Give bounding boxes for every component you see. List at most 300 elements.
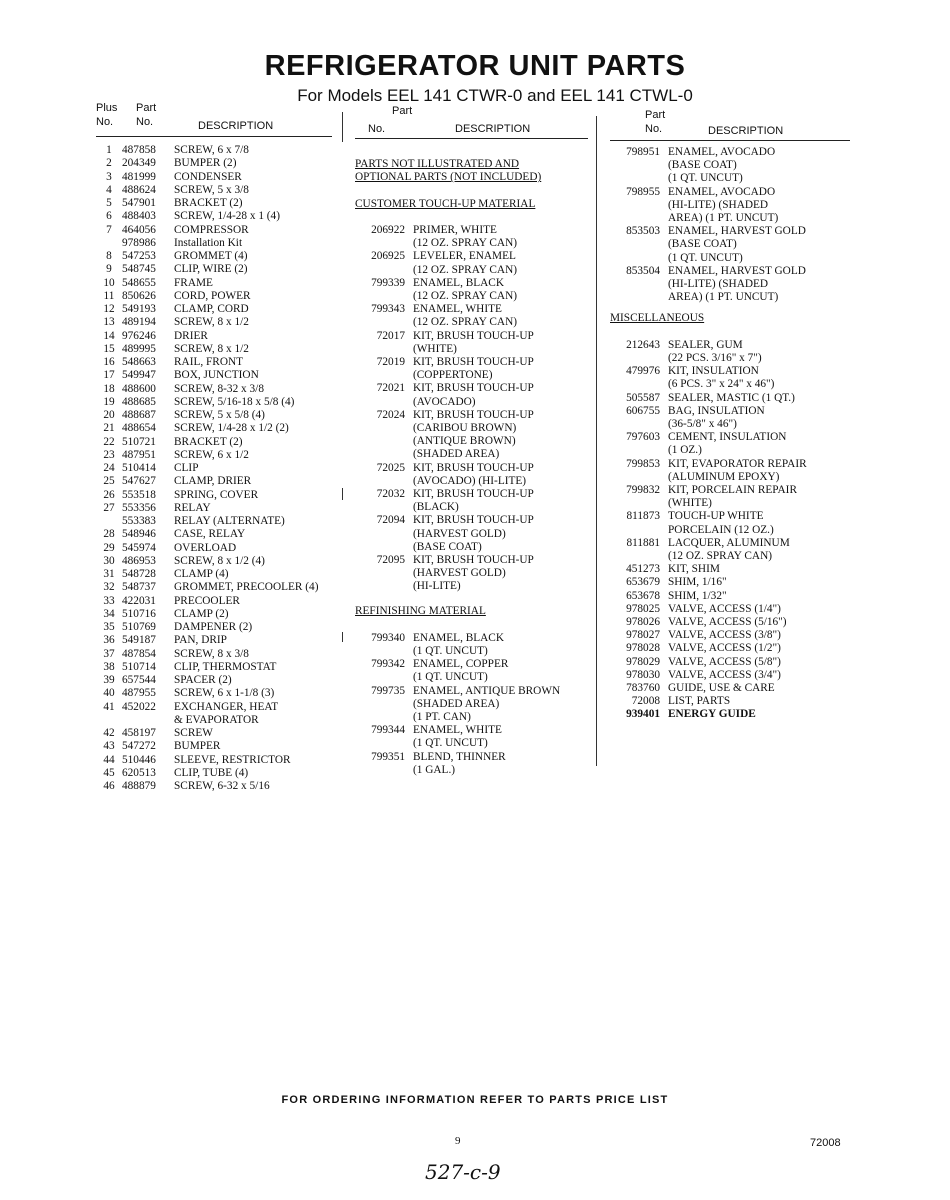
part-description: KIT, SHIM <box>668 563 720 576</box>
col3-header-rule <box>610 140 850 141</box>
part-description: CEMENT, INSULATION <box>668 431 787 444</box>
part-description: SCREW, 8 x 1/2 (4) <box>174 554 265 567</box>
part-number: 799344 <box>371 724 405 737</box>
col2-part-header-line2: No. <box>368 123 386 135</box>
part-description: (BASE COAT) <box>668 238 737 251</box>
key-number: 44 <box>103 753 115 766</box>
part-description: (1 GAL.) <box>413 763 456 776</box>
part-number: 653679 <box>626 576 660 589</box>
part-description: ENAMEL, AVOCADO <box>668 185 776 198</box>
part-number: 72095 <box>376 554 405 566</box>
part-description: KIT, BRUSH TOUCH-UP <box>413 408 534 421</box>
section-heading: REFINISHING MATERIAL <box>355 605 486 618</box>
part-number: 799832 <box>626 483 660 496</box>
part-description: SCREW, 1/4-28 x 1 (4) <box>174 210 280 223</box>
part-description: (1 QT. UNCUT) <box>413 737 488 750</box>
part-description: DRIER <box>174 329 208 342</box>
part-description: SCREW, 8 x 1/2 <box>174 342 249 355</box>
part-number: 548728 <box>122 568 156 580</box>
part-description: SCREW, 5 x 3/8 <box>174 183 249 196</box>
part-description: PRIMER, WHITE <box>413 224 497 236</box>
part-number: 458197 <box>122 727 156 739</box>
part-number: 212643 <box>626 338 660 351</box>
part-number: 606755 <box>626 404 660 417</box>
part-description: OVERLOAD <box>174 541 237 554</box>
part-number: 553383 <box>122 515 156 527</box>
parts-list-misc <box>610 146 850 736</box>
part-description: (HARVEST GOLD) <box>413 567 506 580</box>
part-description: (CARIBOU BROWN) <box>413 422 517 434</box>
key-number: 31 <box>103 568 115 580</box>
part-description: ENAMEL, HARVEST GOLD <box>668 225 806 238</box>
part-number: 72019 <box>376 356 405 368</box>
key-number: 29 <box>103 541 115 554</box>
part-number: 548745 <box>122 263 156 276</box>
part-description: GROMMET (4) <box>174 250 248 262</box>
part-description: CLAMP, DRIER <box>174 475 252 488</box>
part-description: KIT, BRUSH TOUCH-UP <box>413 329 534 342</box>
col1-desc-header: DESCRIPTION <box>198 120 274 132</box>
part-description: SHIM, 1/32" <box>668 589 727 602</box>
part-number: 620513 <box>122 766 156 779</box>
part-description: (ANTIQUE BROWN) <box>413 435 516 448</box>
key-number: 37 <box>103 647 115 660</box>
part-description: SCREW, 5/16-18 x 5/8 (4) <box>174 395 295 408</box>
part-description: SCREW, 1/4-28 x 1/2 (2) <box>174 422 289 435</box>
col3-desc-header: DESCRIPTION <box>708 125 784 137</box>
key-number: 5 <box>106 197 112 209</box>
part-description: GUIDE, USE & CARE <box>668 681 775 694</box>
part-description: (1 QT. UNCUT) <box>413 645 488 658</box>
part-number: 206925 <box>371 250 405 263</box>
part-description: KIT, PORCELAIN REPAIR <box>668 483 797 496</box>
key-number: 33 <box>103 594 115 607</box>
part-description: SEALER, MASTIC (1 QT.) <box>668 391 795 404</box>
part-description: TOUCH-UP WHITE <box>668 510 764 523</box>
part-description: (1 PT. CAN) <box>413 711 471 724</box>
part-number: 489995 <box>122 342 156 355</box>
part-description: SHIM, 1/16" <box>668 576 727 589</box>
column-divider <box>342 632 343 642</box>
part-description: KIT, BRUSH TOUCH-UP <box>413 356 534 368</box>
part-description: SCREW, 8 x 1/2 <box>174 316 249 329</box>
part-description: CLIP, THERMOSTAT <box>174 660 277 673</box>
key-number: 17 <box>103 369 115 382</box>
part-number: 505587 <box>626 391 660 404</box>
part-description: RAIL, FRONT <box>174 356 244 368</box>
key-number: 30 <box>103 554 115 567</box>
part-description: CLAMP (4) <box>174 568 229 580</box>
col2-header-rule <box>355 138 588 139</box>
part-description: ENAMEL, WHITE <box>413 303 502 316</box>
part-description: VALVE, ACCESS (3/4") <box>668 668 781 681</box>
part-description: (SHADED AREA) <box>413 448 500 461</box>
key-number: 9 <box>106 263 112 276</box>
part-number: 422031 <box>122 594 156 607</box>
part-description: BOX, JUNCTION <box>174 369 259 382</box>
part-number: 798955 <box>626 185 660 198</box>
part-number: 978025 <box>626 602 660 615</box>
key-number: 20 <box>103 409 115 421</box>
part-number: 549187 <box>122 634 156 647</box>
part-number: 797603 <box>626 431 660 444</box>
part-number: 479976 <box>626 365 660 378</box>
part-number: 548737 <box>122 581 156 594</box>
part-number: 206922 <box>371 224 405 236</box>
key-number: 12 <box>103 303 115 315</box>
part-description: BLEND, THINNER <box>413 750 506 763</box>
key-number: 42 <box>103 727 115 739</box>
key-number: 14 <box>103 329 115 342</box>
part-number: 553356 <box>122 501 156 514</box>
part-description: SCREW, 6-32 x 5/16 <box>174 780 270 792</box>
part-description: (12 OZ. SPRAY CAN) <box>413 316 517 329</box>
part-number: 853503 <box>626 225 660 238</box>
part-description: (6 PCS. 3" x 24" x 46") <box>668 378 775 391</box>
part-description: AREA) (1 PT. UNCUT) <box>668 212 779 224</box>
col1-key-header-line2: No. <box>96 116 114 128</box>
key-number: 16 <box>103 356 115 368</box>
part-description: CASE, RELAY <box>174 528 246 541</box>
part-description: (1 QT. UNCUT) <box>668 172 743 185</box>
key-number: 2 <box>106 157 112 170</box>
key-number: 4 <box>106 183 112 196</box>
section-heading: CUSTOMER TOUCH-UP MATERIAL <box>355 197 536 210</box>
part-description: LACQUER, ALUMINUM <box>668 536 790 549</box>
part-description: KIT, BRUSH TOUCH-UP <box>413 488 534 500</box>
part-number: 72032 <box>376 488 405 500</box>
part-number: 548946 <box>122 528 156 541</box>
part-description: ENERGY GUIDE <box>668 708 756 721</box>
part-description: PAN, DRIP <box>174 634 227 647</box>
part-description: KIT, BRUSH TOUCH-UP <box>413 514 534 527</box>
part-description: FRAME <box>174 276 213 289</box>
part-description: & EVAPORATOR <box>174 713 259 726</box>
part-description: KIT, BRUSH TOUCH-UP <box>413 382 534 395</box>
part-number: 547627 <box>122 475 156 488</box>
part-description: (HARVEST GOLD) <box>413 527 506 540</box>
part-number: 798951 <box>626 146 660 158</box>
col3-part-header-line2: No. <box>645 123 663 135</box>
part-description: (HI-LITE) <box>413 580 461 593</box>
part-number: 978030 <box>626 668 660 681</box>
part-description: (AVOCADO) (HI-LITE) <box>413 474 527 487</box>
part-description: (HI-LITE) (SHADED <box>668 198 769 211</box>
key-number: 10 <box>103 276 115 289</box>
part-description: Installation Kit <box>174 236 243 249</box>
part-description: KIT, INSULATION <box>668 365 759 378</box>
part-number: 488600 <box>122 382 156 395</box>
part-description: ENAMEL, HARVEST GOLD <box>668 264 806 277</box>
part-number: 510769 <box>122 621 156 633</box>
part-number: 487858 <box>122 144 156 156</box>
col2-desc-header: DESCRIPTION <box>455 123 531 135</box>
parts-list-optional <box>355 158 591 778</box>
part-number: 488654 <box>122 422 156 435</box>
part-number: 553518 <box>122 488 156 501</box>
part-description: LIST, PARTS <box>668 695 731 708</box>
part-description: COMPRESSOR <box>174 223 249 236</box>
key-number: 38 <box>103 660 115 673</box>
col3-part-header-line1: Part <box>645 109 666 121</box>
page-number: 9 <box>455 1135 461 1147</box>
part-number: 978986 <box>122 236 156 249</box>
part-number: 549947 <box>122 369 156 382</box>
part-number: 811881 <box>626 536 660 549</box>
part-number: 510446 <box>122 753 156 766</box>
part-description: ENAMEL, COPPER <box>413 658 509 671</box>
key-number: 11 <box>103 289 115 302</box>
part-number: 548663 <box>122 356 156 368</box>
part-number: 547272 <box>122 740 156 753</box>
part-description: (1 QT. UNCUT) <box>413 671 488 684</box>
part-number: 488624 <box>122 183 156 196</box>
part-description: SPACER (2) <box>174 674 232 686</box>
col2-part-header <box>368 104 412 136</box>
part-description: SPRING, COVER <box>174 488 259 501</box>
col2-part-header-line1: Part <box>392 105 413 117</box>
part-number: 487854 <box>122 647 156 660</box>
part-description: BUMPER <box>174 740 221 753</box>
key-number: 15 <box>103 342 115 355</box>
part-number: 653678 <box>626 589 660 602</box>
key-number: 32 <box>103 581 115 594</box>
part-number: 488403 <box>122 210 156 223</box>
col1-key-header-line1: Plus <box>96 102 118 114</box>
part-number: 939401 <box>626 708 660 721</box>
part-description: (BLACK) <box>413 501 459 514</box>
part-number: 978027 <box>626 629 660 642</box>
part-description: BRACKET (2) <box>174 197 243 209</box>
part-description: CLAMP (2) <box>174 607 229 620</box>
handwritten-note: 527-c-9 <box>425 1160 501 1184</box>
part-description: SCREW, 5 x 5/8 (4) <box>174 409 265 421</box>
part-number: 481999 <box>122 170 156 183</box>
part-number: 799340 <box>371 631 405 644</box>
part-description: (1 OZ.) <box>668 444 702 457</box>
part-description: ENAMEL, ANTIQUE BROWN <box>413 684 561 697</box>
part-description: (AVOCADO) <box>413 395 476 408</box>
page-title: REFRIGERATOR UNIT PARTS <box>264 50 686 82</box>
part-number: 464056 <box>122 223 156 236</box>
part-number: 72008 <box>631 695 660 708</box>
part-description: (BASE COAT) <box>668 159 737 172</box>
part-number: 978026 <box>626 615 660 628</box>
part-number: 850626 <box>122 289 156 302</box>
part-description: (WHITE) <box>413 342 457 355</box>
part-number: 799351 <box>371 750 405 763</box>
section-heading: MISCELLANEOUS <box>610 312 705 325</box>
part-number: 547253 <box>122 250 156 262</box>
part-number: 487951 <box>122 448 156 461</box>
part-description: (12 OZ. SPRAY CAN) <box>413 263 517 276</box>
part-number: 72094 <box>376 514 405 527</box>
part-number: 547901 <box>122 197 156 209</box>
key-number: 23 <box>103 448 115 461</box>
part-description: RELAY (ALTERNATE) <box>174 515 285 527</box>
part-number: 799343 <box>371 303 405 316</box>
part-number: 510714 <box>122 660 156 673</box>
part-description: (COPPERTONE) <box>413 369 493 382</box>
part-number: 799342 <box>371 658 405 671</box>
part-number: 510721 <box>122 435 156 448</box>
part-number: 72017 <box>376 329 405 342</box>
part-number: 657544 <box>122 674 156 686</box>
col1-part-header <box>136 101 156 129</box>
part-number: 783760 <box>626 681 660 694</box>
part-description: (1 QT. UNCUT) <box>668 251 743 264</box>
part-description: DAMPENER (2) <box>174 621 253 633</box>
part-number: 976246 <box>122 329 156 342</box>
part-description: CONDENSER <box>174 170 242 183</box>
part-description: ENAMEL, BLACK <box>413 631 504 644</box>
key-number: 18 <box>103 382 115 395</box>
part-description: SCREW, 8-32 x 3/8 <box>174 382 264 395</box>
column-divider <box>342 112 343 142</box>
part-description: KIT, BRUSH TOUCH-UP <box>413 461 534 474</box>
column-divider <box>342 488 343 500</box>
key-number: 43 <box>103 740 115 753</box>
key-number: 7 <box>106 223 112 236</box>
part-description: (12 OZ. SPRAY CAN) <box>668 549 772 562</box>
part-number: 853504 <box>626 264 660 277</box>
part-description: RELAY <box>174 501 211 514</box>
col1-part-header-line2: No. <box>136 116 154 128</box>
part-description: (36-5/8" x 46") <box>668 417 737 430</box>
key-number: 46 <box>103 780 115 792</box>
part-description: BAG, INSULATION <box>668 404 765 417</box>
part-number: 799339 <box>371 276 405 289</box>
key-number: 34 <box>103 607 115 620</box>
part-number: 978028 <box>626 642 660 655</box>
part-number: 799853 <box>626 457 660 470</box>
part-description: SCREW, 6 x 1-1/8 (3) <box>174 687 275 700</box>
part-description: PORCELAIN (12 OZ.) <box>668 523 774 536</box>
key-number: 22 <box>103 435 115 448</box>
col3-part-header <box>645 108 665 136</box>
part-description: CORD, POWER <box>174 289 251 302</box>
part-description: ENAMEL, AVOCADO <box>668 146 776 158</box>
part-description: KIT, EVAPORATOR REPAIR <box>668 457 807 470</box>
part-number: 488685 <box>122 395 156 408</box>
key-number: 1 <box>106 144 112 156</box>
part-description: SCREW, 6 x 7/8 <box>174 144 249 156</box>
part-description: LEVELER, ENAMEL <box>413 250 516 263</box>
part-description: BRACKET (2) <box>174 435 243 448</box>
key-number: 35 <box>103 621 115 633</box>
key-number: 3 <box>106 170 112 183</box>
key-number: 45 <box>103 766 115 779</box>
key-number: 39 <box>103 674 115 686</box>
part-description: ENAMEL, BLACK <box>413 276 504 289</box>
part-description: VALVE, ACCESS (1/4") <box>668 602 781 615</box>
key-number: 24 <box>103 462 115 474</box>
col1-header-rule <box>96 136 332 137</box>
ordering-info-footer: FOR ORDERING INFORMATION REFER TO PARTS PRICE LIST <box>281 1094 669 1106</box>
key-number: 6 <box>106 210 112 223</box>
part-description: ENAMEL, WHITE <box>413 724 502 737</box>
section-heading: PARTS NOT ILLUSTRATED AND <box>355 158 520 170</box>
part-description: VALVE, ACCESS (5/16") <box>668 615 787 628</box>
part-description: AREA) (1 PT. UNCUT) <box>668 291 779 304</box>
part-number: 488879 <box>122 780 156 792</box>
part-description: (SHADED AREA) <box>413 697 500 710</box>
part-description: SEALER, GUM <box>668 338 743 351</box>
part-description: GROMMET, PRECOOLER (4) <box>174 581 319 594</box>
part-description: (BASE COAT) <box>413 540 482 553</box>
part-description: (HI-LITE) (SHADED <box>668 278 769 290</box>
part-description: KIT, BRUSH TOUCH-UP <box>413 554 534 566</box>
part-number: 811873 <box>626 510 660 523</box>
part-number: 548655 <box>122 276 156 289</box>
key-number: 41 <box>103 700 115 713</box>
key-number: 8 <box>106 250 112 262</box>
part-description: (12 OZ. SPRAY CAN) <box>413 290 517 302</box>
key-number: 25 <box>103 475 115 488</box>
part-number: 486953 <box>122 554 156 567</box>
key-number: 27 <box>103 501 115 514</box>
key-number: 36 <box>103 634 115 647</box>
key-number: 19 <box>103 395 115 408</box>
part-description: CLAMP, CORD <box>174 303 249 315</box>
part-number: 72021 <box>376 382 405 395</box>
part-number: 72025 <box>376 461 405 474</box>
part-number: 978029 <box>626 655 660 668</box>
col1-key-header <box>96 101 117 129</box>
part-number: 452022 <box>122 700 156 713</box>
part-description: (ALUMINUM EPOXY) <box>668 470 780 483</box>
part-description: CLIP, WIRE (2) <box>174 263 248 276</box>
part-number: 549193 <box>122 303 156 315</box>
key-number: 26 <box>103 488 115 501</box>
key-number: 40 <box>103 687 115 700</box>
part-number: 510716 <box>122 607 156 620</box>
part-description: VALVE, ACCESS (5/8") <box>668 655 781 668</box>
part-description: BUMPER (2) <box>174 157 237 170</box>
part-description: VALVE, ACCESS (3/8") <box>668 629 781 642</box>
part-description: EXCHANGER, HEAT <box>174 700 279 713</box>
part-description: VALVE, ACCESS (1/2") <box>668 642 781 655</box>
part-description: (12 OZ. SPRAY CAN) <box>413 237 517 250</box>
section-heading: OPTIONAL PARTS (NOT INCLUDED) <box>355 171 542 184</box>
part-description: PRECOOLER <box>174 594 240 607</box>
col1-part-header-line1: Part <box>136 102 157 114</box>
key-number: 13 <box>103 316 115 329</box>
part-number: 488687 <box>122 409 156 421</box>
part-number: 489194 <box>122 316 156 329</box>
column-divider <box>596 116 597 766</box>
part-number: 487955 <box>122 687 156 700</box>
part-number: 510414 <box>122 462 156 474</box>
part-description: CLIP, TUBE (4) <box>174 766 249 779</box>
part-description: SCREW, 8 x 3/8 <box>174 647 249 660</box>
document-number: 72008 <box>810 1137 841 1149</box>
part-description: (22 PCS. 3/16" x 7") <box>668 351 762 364</box>
page-subtitle: For Models EEL 141 CTWR-0 and EEL 141 CTWL-0 <box>297 86 693 105</box>
part-number: 545974 <box>122 541 156 554</box>
part-description: SCREW <box>174 727 213 739</box>
part-number: 72024 <box>376 408 405 421</box>
part-number: 799735 <box>371 684 405 697</box>
part-description: CLIP <box>174 462 199 474</box>
parts-list-illustrated <box>96 144 336 804</box>
part-description: SCREW, 6 x 1/2 <box>174 448 249 461</box>
part-description: (WHITE) <box>668 497 712 510</box>
part-number: 451273 <box>626 563 660 576</box>
part-description: SLEEVE, RESTRICTOR <box>174 753 291 766</box>
key-number: 28 <box>103 528 115 541</box>
key-number: 21 <box>103 422 115 435</box>
